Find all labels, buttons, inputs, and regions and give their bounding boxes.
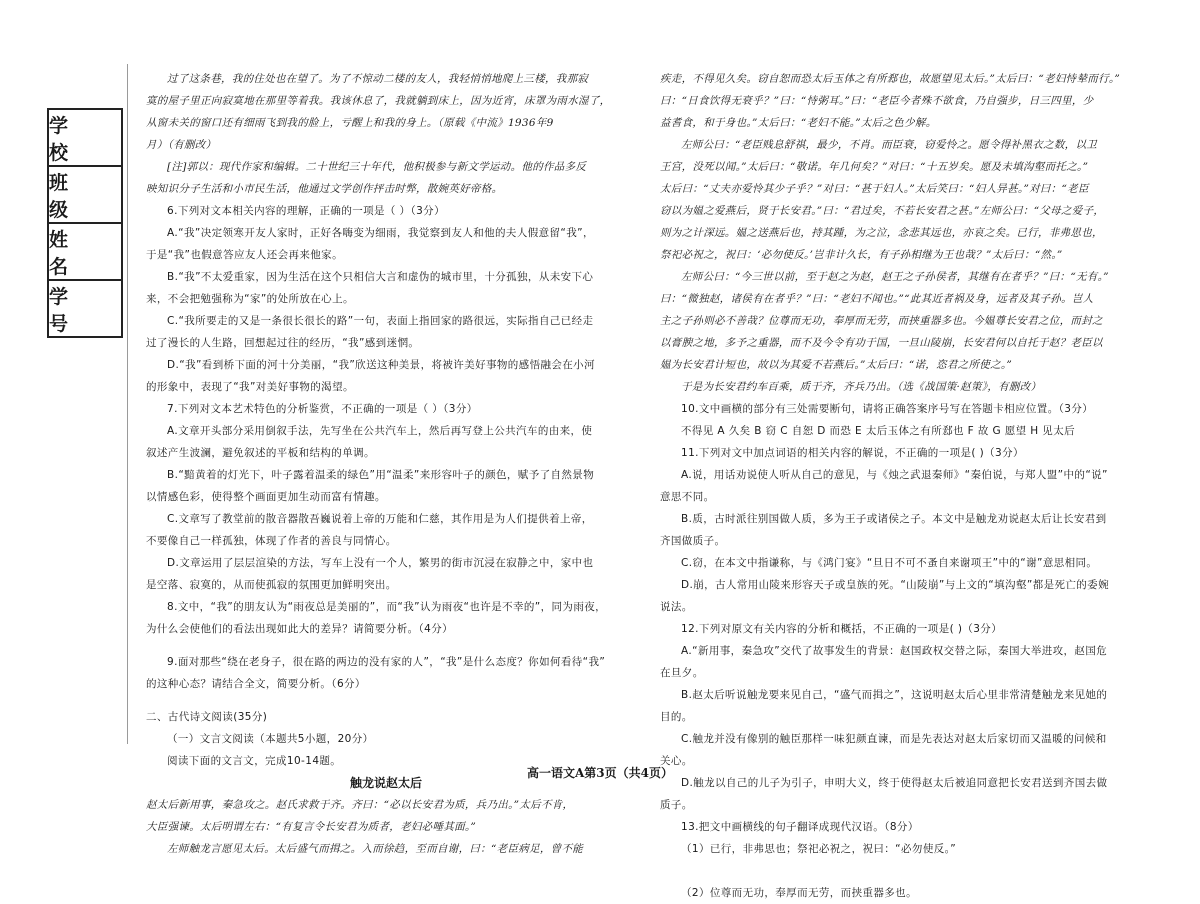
- classical-text-line: 左师触龙言愿见太后。太后盛气而揖之。入而徐趋，至而自谢，曰：“老臣病足，曾不能: [167, 843, 584, 855]
- option-line: B.“我”不太爱重家，因为生活在这个只相信大言和虚伪的城市里，十分孤独，从未安下心: [167, 271, 594, 283]
- option-line: 来，不会把勉强称为“家”的处所放在心上。: [146, 293, 354, 305]
- option-line: A.“新用事，秦急攻”交代了故事发生的背景：赵国政权交替之际，秦国大举进攻，赵国危: [681, 645, 1108, 657]
- option-line: C.窃，在本文中指谦称，与《鸿门宴》“旦日不可不蚤自来谢项王”中的“谢”意思相同。: [681, 557, 1098, 569]
- classical-text-line: 则为之计深远。媪之送燕后也，持其踵，为之泣，念悲其远也，亦哀之矣。已行，非弗思也，: [660, 227, 1103, 239]
- option-line: C.“我所要走的又是一条很长很长的路”一句，表面上指回家的路很远，实际指自己已经走: [167, 315, 594, 327]
- question-13-item-2: （2）位尊而无功，奉厚而无劳，而挟重器多也。: [681, 887, 917, 899]
- option-line: 过了漫长的人生路，回想起过往的经历，“我”感到迷惘。: [146, 337, 420, 349]
- option-line: A.文章开头部分采用倒叙手法，先写坐在公共汽车上，然后再写登上公共汽车的由来，使: [167, 425, 593, 437]
- option-line: C.文章写了教堂前的散音器散吾巍说着上帝的万能和仁慈，其作用是为人们提供着上帝，: [167, 513, 593, 525]
- classical-text-line: 祭祀必祝之，祝曰：‘必勿使反。’岂非计久长，有子孙相继为王也哉？”太后曰：“然。”: [660, 249, 1063, 261]
- option-line: B.质，古时派往别国做人质，多为王子或诸侯之子。本文中是触龙劝说赵太后让长安君到: [681, 513, 1107, 525]
- option-line: 质子。: [660, 799, 693, 811]
- option-line: 齐国做质子。: [660, 535, 726, 547]
- question-6: 6.下列对文本相关内容的理解，正确的一项是（ ）（3分）: [167, 205, 445, 217]
- note-line: [注]郭以：现代作家和编辑。二十世纪三十年代，他积极参与新文学运动。他的作品多反: [167, 161, 587, 173]
- classical-text-line: 左师公曰：“今三世以前，至于赵之为赵，赵王之子孙侯者，其继有在者乎？”曰：“无有。”: [681, 271, 1109, 283]
- classical-text-title: 触龙说赵太后: [349, 776, 422, 790]
- option-line: 是空落、寂寞的，从而使孤寂的氛围更加鲜明突出。: [146, 579, 397, 591]
- passage-line: 过了这条巷，我的住处也在望了。为了不惊动二楼的友人，我轻悄悄地爬上三楼，我那寂: [167, 73, 589, 85]
- question-10-options: 不得见 A 久矣 B 窃 C 自恕 D 而恐 E 太后玉体之有所郄也 F 故 G 愿望 H 见太后: [681, 425, 1076, 437]
- classical-text-line: 王宫，没死以闻。”太后曰：“敬诺。年几何矣？”对曰：“十五岁矣。愿及未填沟壑而托之。”: [660, 161, 1089, 173]
- classical-text-line: 曰：“微独赵，诸侯有在者乎？”曰：“老妇不闻也。”“此其近者祸及身，远者及其子孙。岂人: [660, 293, 1094, 305]
- question-9-cont: 的这种心态？请结合全文，简要分析。（6分）: [146, 678, 366, 690]
- classical-text-line: 主之子孙则必不善哉？位尊而无功，奉厚而无劳，而挟重器多也。今媪尊长安君之位，而封之: [660, 315, 1103, 327]
- student-number-field-label: 学 号: [49, 281, 121, 338]
- option-line: 的形象中，表现了“我”对美好事物的渴望。: [146, 381, 354, 393]
- option-line: B.赵太后听说触龙要来见自己，“盛气而揖之”，这说明赵太后心里非常清楚触龙来见她的: [681, 689, 1108, 701]
- section-heading: 二、古代诗文阅读(35分): [146, 711, 268, 723]
- passage-line: 月）（有删改）: [146, 139, 217, 151]
- reading-instruction: 阅读下面的文言文，完成10-14题。: [167, 755, 342, 767]
- classical-text-line: 太后曰：“丈夫亦爱怜其少子乎？”对曰：“甚于妇人。”太后笑曰：“妇人异甚。”对曰：“老臣: [660, 183, 1089, 195]
- classical-text-line: 赵太后新用事，秦急攻之。赵氏求救于齐。齐曰：“必以长安君为质，兵乃出。”太后不肯，: [146, 799, 574, 811]
- classical-text-source: 于是为长安君约车百乘，质于齐，齐兵乃出。（选《战国策·赵策》，有删改）: [681, 381, 1042, 393]
- option-line: 不要像自己一样孤独，体现了作者的善良与同情心。: [146, 535, 397, 547]
- question-12: 12.下列对原文有关内容的分析和概括，不正确的一项是( )（3分）: [681, 623, 1003, 635]
- option-line: D.“我”看到桥下面的河十分美丽，“我”欣送这种美景，将被许美好事物的感悟融会在小河: [167, 359, 595, 371]
- option-line: A.说，用话劝说使人听从自己的意见，与《烛之武退秦师》“秦伯说，与郑人盟”中的“说”: [681, 469, 1108, 481]
- question-8: 8.文中，“我”的朋友认为“雨夜总是美丽的”，而“我”认为雨夜“也许是不幸的”，同为雨夜，: [167, 601, 607, 613]
- question-10: 10.文中画横的部分有三处需要断句，请将正确答案序号写在答题卡相应位置。（3分）: [681, 403, 1094, 415]
- classical-text-line: 窃以为媪之爱燕后，贤于长安君。”曰：“君过矣，不若长安君之甚。”左师公曰：“父母之爱子，: [660, 205, 1105, 217]
- class-field-label: 班 级: [49, 167, 121, 224]
- classical-text-line: 曰：“日食饮得无衰乎？”曰：“恃粥耳。”曰：“老臣今者殊不欲食，乃自强步，日三四里，少: [660, 95, 1094, 107]
- passage-line: 从窗未关的窗口还有细雨飞到我的脸上，亏醒上和我的身上。（原载《中流》1936年9: [146, 117, 554, 129]
- student-info-box: [47, 108, 123, 338]
- option-line: 在旦夕。: [660, 667, 704, 679]
- classical-text-line: 益耆食，和于身也。”太后曰：“老妇不能。”太后之色少解。: [660, 117, 937, 129]
- option-line: A.“我”决定领寒开友人家时，正好各嗨变为细雨，我觉察到友人和他的夫人假意留“我”，: [167, 227, 594, 239]
- school-field-label: 学 校: [49, 110, 121, 167]
- option-line: D.崩，古人常用山陵来形容天子或皇族的死。“山陵崩”与上文的“填沟壑”都是死亡的委婉: [681, 579, 1109, 591]
- option-line: 意思不同。: [660, 491, 715, 503]
- note-line: 映知识分子生活和小市民生活，他通过文学创作抨击时弊，散婉英好帝格。: [146, 183, 503, 195]
- option-line: 以情感色彩，使得整个画面更加生动而富有情趣。: [146, 491, 386, 503]
- answer-space: [146, 640, 626, 651]
- option-line: C.触龙并没有像别的触臣那样一味犯颜直谏，而是先表达对赵太后家切而又温暖的问候和: [681, 733, 1107, 745]
- option-line: 于是“我”也假意答应友人还会再来他家。: [146, 249, 343, 261]
- question-11: 11.下列对文中加点词语的相关内容的解说，不正确的一项是( )（3分）: [681, 447, 1024, 459]
- classical-text-line: 左师公曰：“老臣贱息舒祺，最少，不肖。而臣衰，窃爱怜之。愿令得补黑衣之数，以卫: [681, 139, 1098, 151]
- question-9: 9.面对那些“绕在老身子，很在路的两边的没有家的人”，“我”是什么态度？你如何看待“我”: [167, 656, 606, 668]
- binding-margin-line: [127, 64, 128, 744]
- question-7: 7.下列对文本艺术特色的分析鉴赏，不正确的一项是（ ）（3分）: [167, 403, 478, 415]
- classical-text-line: 以膏腴之地，多予之重器，而不及今令有功于国，一旦山陵崩，长安君何以自托于赵？老臣以: [660, 337, 1103, 349]
- subsection-heading: （一）文言文阅读（本题共5小题，20分）: [167, 733, 374, 745]
- page-footer: 高一语文A第3页（共4页）: [526, 766, 673, 780]
- option-line: B.“黯黄着的灯光下，叶子露着温柔的绿色”用“温柔”来形容叶子的颜色，赋予了自然景物: [167, 469, 595, 481]
- option-line: 目的。: [660, 711, 693, 723]
- option-line: D.触龙以自己的儿子为引子，申明大义，终于使得赵太后被追同意把长安君送到齐国去做: [681, 777, 1108, 789]
- answer-space: [660, 860, 1145, 882]
- name-field-label: 姓 名: [49, 224, 121, 281]
- option-line: 关心。: [660, 755, 693, 767]
- classical-text-line: 疾走，不得见久矣。窃自恕而恐太后玉体之有所郄也，故愿望见太后。”太后曰：“老妇恃辇而行。”: [660, 73, 1121, 85]
- classical-text-line: 大臣强谏。太后明谓左右：“有复言令长安君为质者，老妇必唾其面。”: [146, 821, 477, 833]
- passage-line: 寞的屋子里正向寂寞地在那里等着我。我该休息了，我就躺到床上，因为近宵，床罩为雨水湿了，: [146, 95, 611, 107]
- answer-space: [146, 695, 626, 706]
- classical-text-line: 媪为长安君计短也，故以为其爱不若燕后。”太后曰：“诺，恣君之所使之。”: [660, 359, 1013, 371]
- question-13: 13.把文中画横线的句子翻译成现代汉语。（8分）: [681, 821, 919, 833]
- question-13-item-1: （1）已行，非弗思也；祭祀必祝之，祝曰：“必勿使反。”: [681, 843, 957, 855]
- option-line: D.文章运用了层层渲染的方法，写车上没有一个人，繁男的街市沉浸在寂静之中，家中也: [167, 557, 594, 569]
- left-column: [146, 68, 626, 860]
- option-line: 叙述产生波澜，避免叙述的平板和结构的单调。: [146, 447, 375, 459]
- option-line: 说法。: [660, 601, 693, 613]
- question-8-cont: 为什么会使他们的看法出现如此大的差异？请简要分析。（4分）: [146, 623, 454, 635]
